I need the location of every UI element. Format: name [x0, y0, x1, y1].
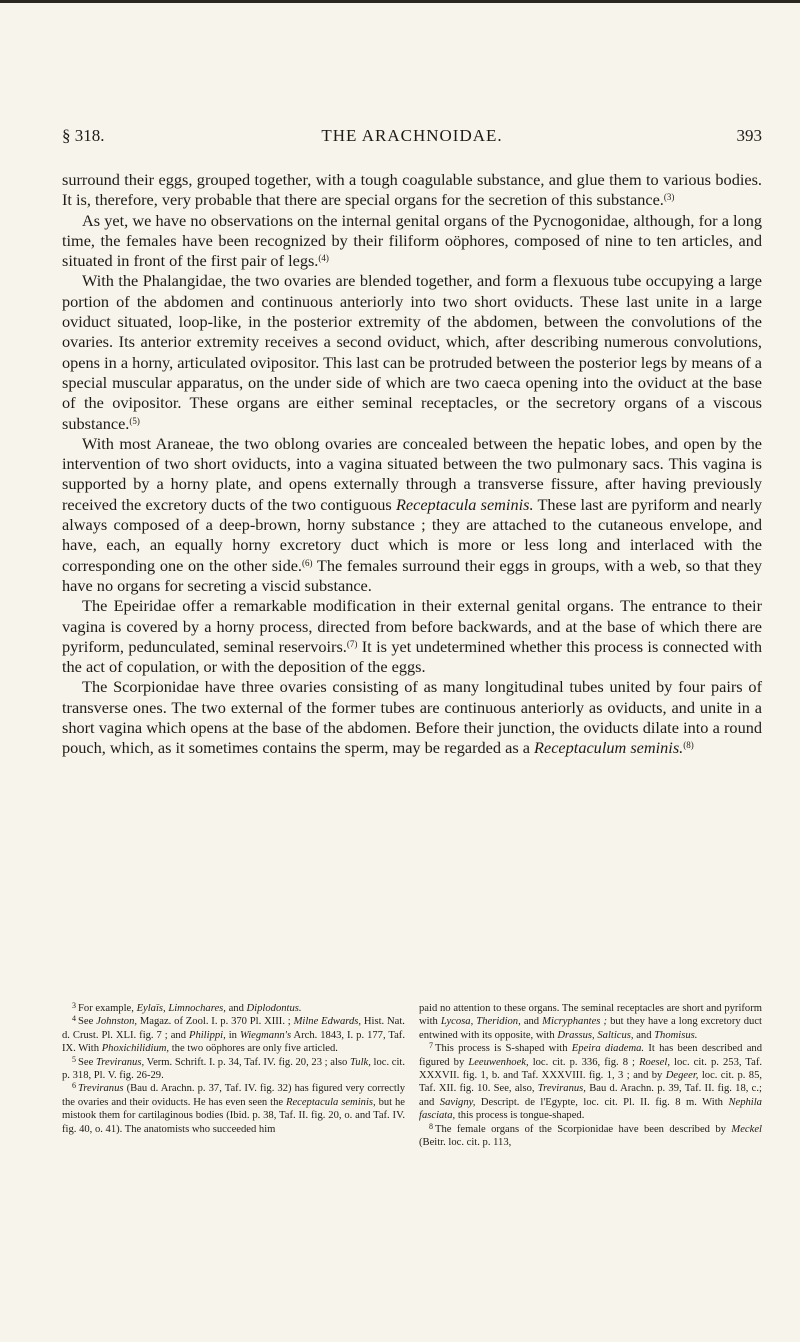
- main-text: [62, 170, 762, 759]
- paragraph-5: The Epeiridae offer a remarkable modification in their external genital organs. The entrance to their vagina is covered by a horny process, directed from before backwards, and at the base of which there are pyriform, pedunculated, seminal reservoirs.$^{(7)}$ It is yet undetermined whether this process is connected with the act of copulation, or with the deposition of the eggs.: [62, 596, 762, 677]
- note-ref: (3): [663, 192, 675, 203]
- footnote-8: $^8$ The female organs of the Scorpionidae have been described by Meckel (Beitr. loc. cit. p. 113,: [419, 1121, 762, 1149]
- note-ref: (6): [302, 557, 313, 568]
- footnote-5: $^5$ See Treviranus, Verm. Schrift. I. p. 34, Taf. IV. fig. 20, 23 ; also Tulk, loc. cit. p. 318, Pl. V. fig. 26-29.: [62, 1054, 406, 1082]
- paragraph-1: surround their eggs, grouped together, with a tough coagulable substance, and glue them to various bodies. It is, therefore, very probable that there are special organs for the secretion of this substance.$^{(3)}$: [62, 170, 762, 210]
- page-number: 393: [736, 126, 762, 145]
- footnote-6: $^6$ Treviranus (Bau d. Arachn. p. 37, Taf. IV. fig. 32) has figured very correctly the ovaries and their oviducts. He has even seen the Receptacula seminis, but he mistook them for cartilaginous bodies (Ibid. p. 38, Taf. II. fig. 20, o. and Taf. IV. fig. 40, o. 41). The anatomists who succeeded him: [62, 1081, 406, 1135]
- footnote-7: $^7$ This process is S-shaped with Epeira diadema. It has been described and figured by Leeuwenhoek, loc. cit. p. 336, fig. 8 ; Roesel, loc. cit. p. 253, Taf. XXXVII. fig. 1, b. and Taf. XXXVIII. fig. 1, 3 ; and by Degeer, loc. cit. p. 85, Taf. XII. fig. 10. See, also, Treviranus, Bau d. Arachn. p. 39, Taf. II. fig. 18, c.; and Savigny, Descript. de l'Egypte, loc. cit. Pl. II. fig. 8 m. With Nephila fasciata, this process is tongue-shaped.: [419, 1041, 763, 1122]
- footnotes: [62, 1002, 762, 1149]
- note-ref: (4): [318, 253, 329, 264]
- paragraph-6: The Scorpionidae have three ovaries consisting of as many longitudinal tubes united by four pairs of transverse ones. The two external of the former tubes are continuous anteriorly as oviducts, and unite in a short vagina which opens at the base of the abdomen. Before their junction, the oviducts dilate into a round pouch, which, as it sometimes contains the sperm, may be regarded as a Receptaculum seminis.$^{(8)}$: [62, 677, 762, 758]
- section-number: § 318.: [62, 126, 105, 145]
- footnote-3: $^3$ For example, Eylaïs, Limnochares, and Diplodontus.: [72, 1001, 302, 1014]
- footnotes-right-column: [419, 1002, 762, 1149]
- paragraph-4: With most Araneae, the two oblong ovaries are concealed between the hepatic lobes, and open by the intervention of two short oviducts, into a vagina situated between the two pulmonary sacs. This vagina is supported by a horny plate, and opens externally through a transverse fissure, after having previously received the excretory ducts of the two contiguous Receptacula seminis. These last are pyriform and nearly always composed of a deep-brown, horny substance ; they are attached to the cutaneous envelope, and have, each, an equally horny excretory duct which is more or less long and interlaced with the corresponding one on the other side.$^{(6)}$ The females surround their eggs in groups, with a web, so that they have no organs for secreting a viscid substance.: [62, 433, 763, 595]
- paragraph-3: With the Phalangidae, the two ovaries are blended together, and form a flexuous tube occupying a large portion of the abdomen and continuous anteriorly into two short oviducts. These last unite in a large oviduct situated, loop-like, in the posterior extremity of the abdomen, between the convolutions of the ovaries. Its anterior extremity receives a second oviduct, which, after describing numerous convolutions, opens in a horny, articulated ovipositor. This last can be protruded between the posterior legs by means of a special muscular apparatus, on the under side of which are two caeca opening into the oviduct at the base of the ovipositor. These organs are either seminal receptacles, or the secretory organs of a viscous substance.$^{(5)}$: [62, 271, 762, 433]
- note-ref: (7): [346, 638, 358, 649]
- running-title: THE ARACHNOIDAE.: [321, 126, 503, 145]
- footnotes-left-column: [62, 1002, 405, 1149]
- running-head: [62, 126, 762, 154]
- paragraph-2: As yet, we have no observations on the internal genital organs of the Pycnogonidae, although, for a long time, the females have been recognized by their filiform oöphores, composed of nine to ten articles, and situated in front of the first pair of legs.$^{(4)}$: [62, 210, 762, 271]
- footnote-6-continued: paid no attention to these organs. The seminal receptacles are short and pyriform with Lycosa, Theridion, and Micryphantes ; but they have a long excretory duct entwined with its opposite, with Drassus, Salticus, and Thomisus.: [419, 1003, 762, 1041]
- note-ref: (8): [683, 740, 694, 751]
- top-edge-rule: [0, 0, 800, 3]
- note-ref: (5): [129, 415, 140, 426]
- footnote-4: $^4$ See Johnston, Magaz. of Zool. I. p. 370 Pl. XIII. ; Milne Edwards, Hist. Nat. d. Crust. Pl. XLI. fig. 7 ; and Philippi, in Wiegmann's Arch. 1843, I. p. 177, Taf. IX. With Phoxichilidium, the two oöphores are only five articled.: [62, 1014, 405, 1055]
